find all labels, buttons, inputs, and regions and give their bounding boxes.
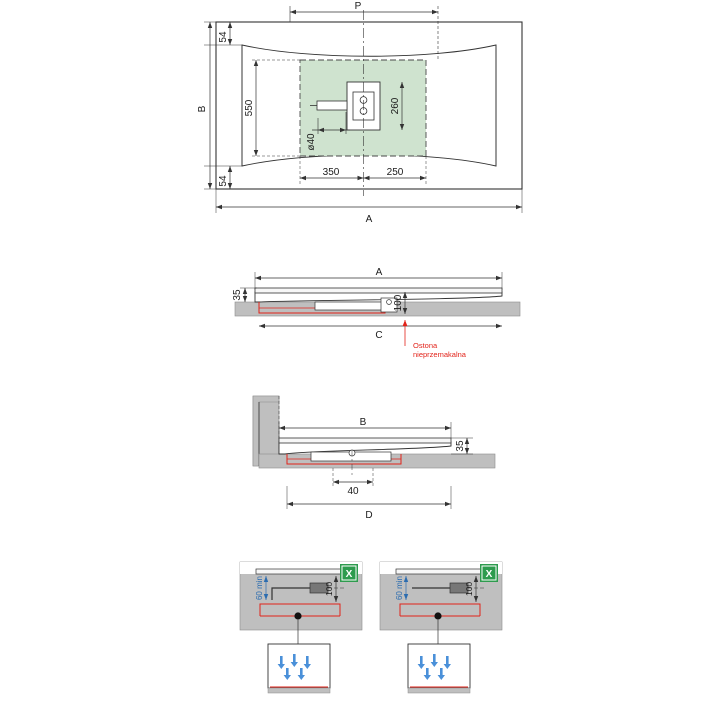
drain-pipe — [317, 101, 347, 110]
side-section-view — [235, 388, 515, 538]
dim-a-label-front: A — [375, 267, 383, 278]
note-line-1: Ostona — [413, 341, 438, 350]
dim-b-label: B — [197, 105, 208, 113]
dim-c-label: C — [375, 330, 383, 341]
front-section-view — [215, 258, 535, 368]
dim-54-top: 54 — [218, 31, 229, 43]
dim-550: 550 — [244, 99, 255, 117]
detail-left-node — [294, 612, 301, 619]
detail-left-100: 100 — [324, 581, 334, 597]
dim-35-front: 35 — [232, 289, 243, 301]
detail-left — [240, 562, 362, 693]
dim-diameter-40: ø40 — [306, 133, 317, 151]
dim-b-label-side: B — [359, 417, 367, 428]
dim-35-side: 35 — [455, 440, 466, 452]
drain-channel — [315, 302, 387, 310]
note-line-2: nieprzemakalna — [413, 350, 466, 359]
dim-a-label-top-view: A — [365, 214, 373, 225]
dim-260: 260 — [390, 97, 401, 115]
dim-54-bottom: 54 — [218, 175, 229, 187]
detail-right-100: 100 — [464, 581, 474, 597]
detail-left-badge-label: X — [345, 569, 353, 580]
detail-right — [380, 562, 502, 693]
dim-d-label: D — [365, 510, 373, 521]
top-view — [190, 0, 550, 235]
dim-p-label: P — [354, 1, 362, 12]
detail-right-node — [434, 612, 441, 619]
detail-right-water-icon — [408, 644, 470, 688]
detail-left-60min: 60 min — [255, 575, 264, 601]
detail-right-60min: 60 min — [395, 575, 404, 601]
dim-100-front: 100 — [393, 294, 404, 312]
detail-right-badge-label: X — [485, 569, 493, 580]
dim-350: 350 — [322, 167, 340, 178]
drain-detail-views — [236, 558, 506, 708]
detail-left-water-icon — [268, 644, 330, 688]
dim-40-side: 40 — [347, 486, 359, 497]
dim-250: 250 — [386, 167, 404, 178]
tray-profile — [255, 292, 502, 302]
